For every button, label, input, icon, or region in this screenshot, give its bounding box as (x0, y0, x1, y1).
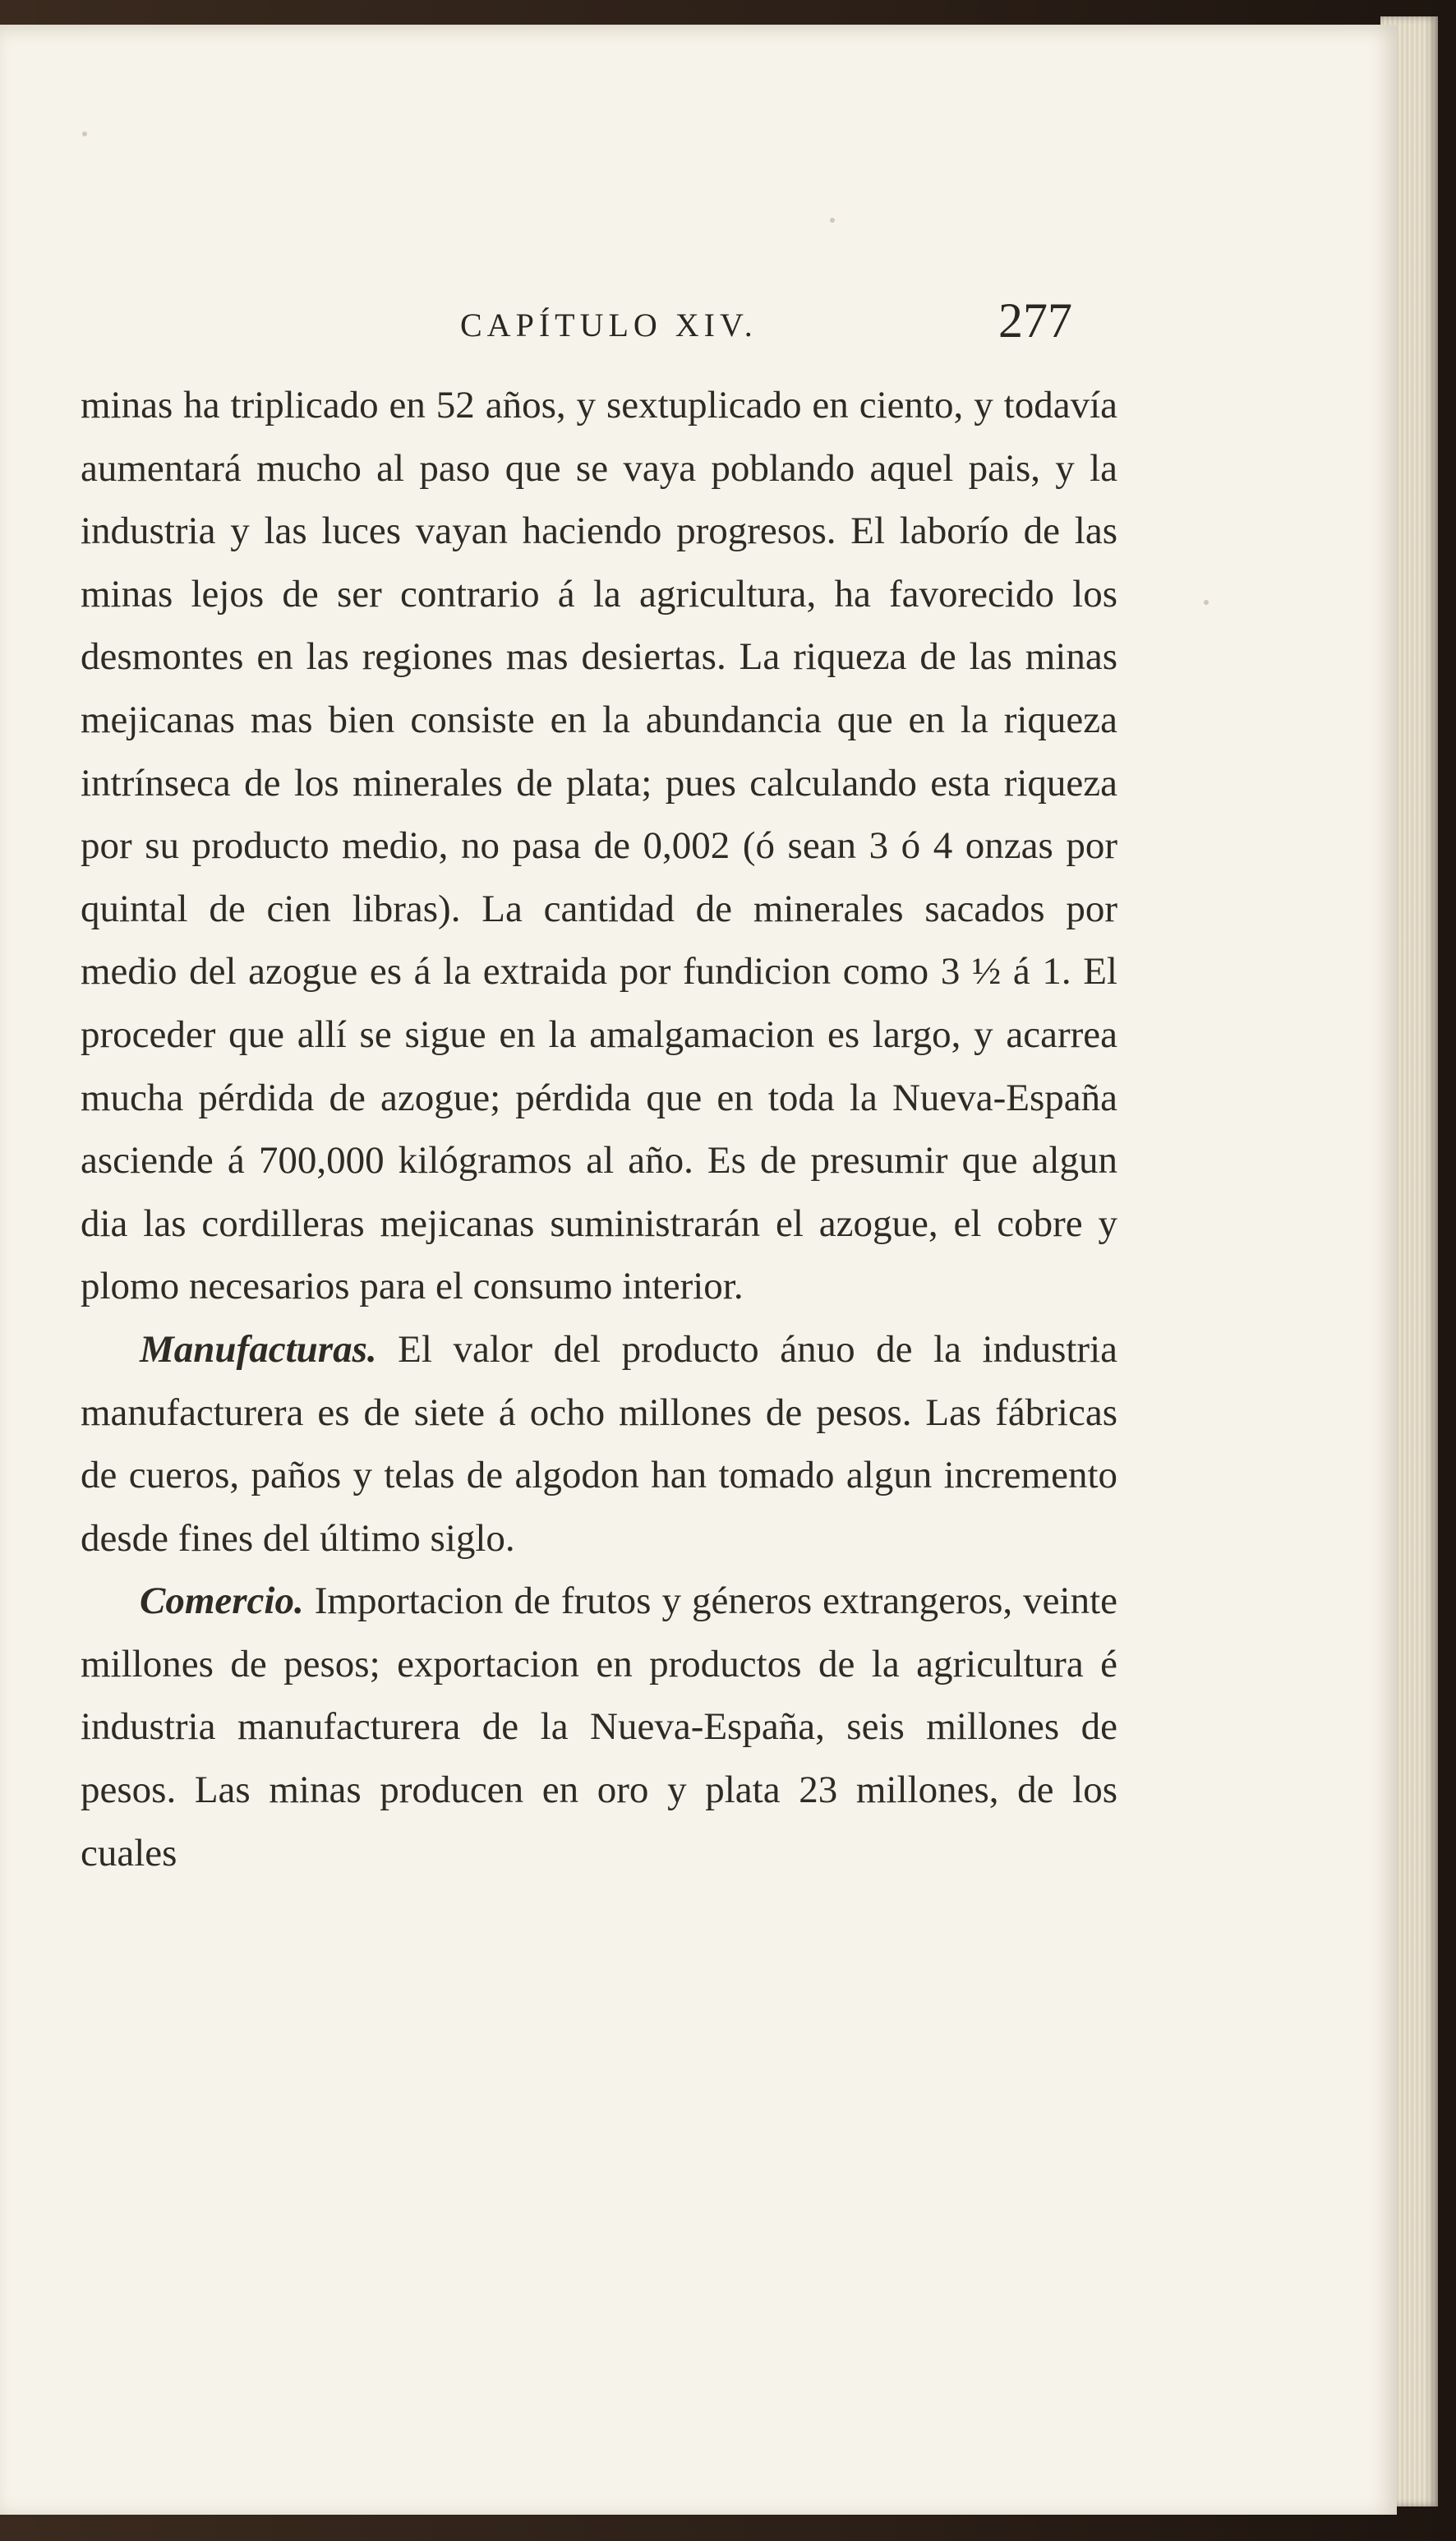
paragraph-comercio (81, 1570, 1117, 1884)
page-number: 277 (998, 293, 1072, 348)
paper-speck (830, 218, 835, 223)
paper-speck (1204, 600, 1209, 605)
paper-speck (82, 131, 87, 136)
section-lead-manufacturas: Manufacturas. (140, 1327, 377, 1371)
paragraph-text: Importacion de frutos y géneros extrangeros, veinte millones de pesos; exportacion en productos de la agricultura é industria manufacturera de la Nueva-España, seis millones de pesos. Las minas producen en oro y plata 23 millones, de los cuales (81, 1579, 1117, 1875)
paragraph-text: El valor del producto ánuo de la industria manufacturera es de siete á ocho millones de pesos. Las fábricas de cueros, paños y telas de algodon han tomado algun incremento desde fines del último siglo. (81, 1327, 1117, 1560)
book-page (0, 25, 1397, 2515)
running-head (0, 288, 1397, 370)
paragraph-manufacturas (81, 1318, 1117, 1570)
section-lead-comercio: Comercio. (140, 1579, 304, 1623)
paragraph-mining: minas ha triplicado en 52 años, y sextuplicado en ciento, y todavía aumentará mucho al paso que se vaya poblando aquel pais, y la industria y las luces vayan haciendo progresos. El laborío de las minas lejos de ser contrario á la agricultura, ha favorecido los desmontes en las regiones mas desiertas. La riqueza de las minas mejicanas mas bien consiste en la abundancia que en la riqueza intrínseca de los minerales de plata; pues calculando esta riqueza por su producto medio, no pasa de 0,002 (ó sean 3 ó 4 onzas por quintal de cien libras). La cantidad de minerales sacados por medio del azogue es á la extraida por fundicion como 3 ½ á 1. El proceder que allí se sigue en la amalgamacion es largo, y acarrea mucha pérdida de azogue; pérdida que en toda la Nueva-España asciende á 700,000 kilógramos al año. Es de presumir que algun dia las cordilleras mejicanas suministrarán el azogue, el cobre y plomo necesarios para el consumo interior. (81, 384, 1117, 1308)
chapter-title: CAPÍTULO XIV. (460, 307, 758, 344)
body-text (81, 374, 1117, 1884)
